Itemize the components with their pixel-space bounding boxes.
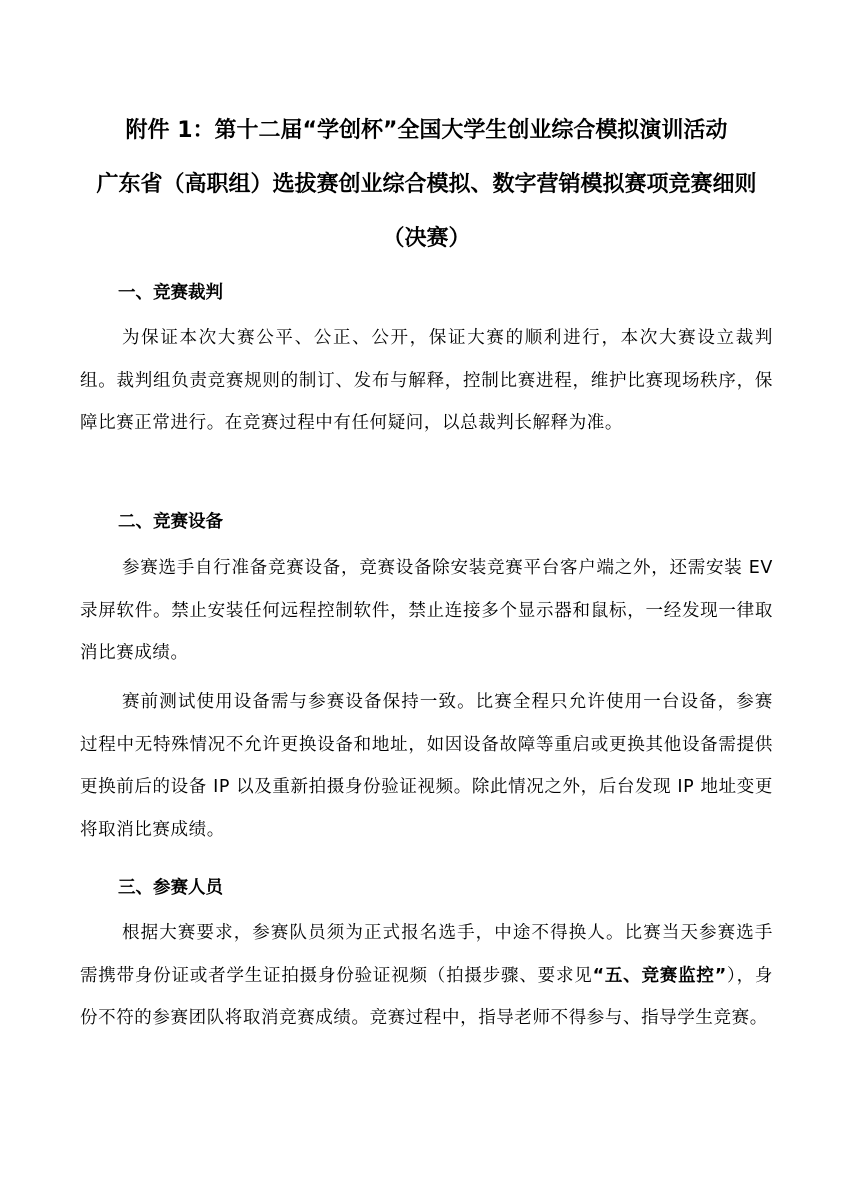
section-paragraph-participants	[80, 912, 773, 1040]
section-paragraph-equipment-2: 赛前测试使用设备需与参赛设备保持一致。比赛全程只允许使用一台设备，参赛过程中无特殊情况不允许更换设备和地址，如因设备故障等重启或更换其他设备需提供更换前后的设备 IP 以及重新拍摄身份验证视频。除此情况之外，后台发现 IP 地址变更将取消比赛成绩。	[80, 692, 773, 840]
section-heading-equipment: 二、竞赛设备	[118, 512, 223, 532]
section-paragraph-judges: 为保证本次大赛公平、公正、公开，保证大赛的顺利进行，本次大赛设立裁判组。裁判组负责竞赛规则的制订、发布与解释，控制比赛进程，维护比赛现场秩序，保障比赛正常进行。在竞赛过程中有任何疑问，以总裁判长解释为准。	[80, 328, 773, 433]
section-reference-link-text: “五、竞赛监控”	[592, 965, 727, 986]
section-heading-participants: 三、参赛人员	[118, 878, 223, 898]
document-title-line-3: （决赛）	[382, 226, 471, 251]
paragraph-text-after: ），身份不符的参赛团队将取消竞赛成绩。竞赛过程中，指导老师不得参与、指导学生竞赛。	[80, 965, 773, 1028]
section-heading-judges: 一、竞赛裁判	[118, 283, 223, 303]
paragraph-text-before: 根据大赛要求，参赛队员须为正式报名选手，中途不得换人。比赛当天参赛选手需携带身份证或者学生证拍摄身份验证视频（拍摄步骤、要求见	[80, 923, 773, 986]
document-title-line-1: 附件 1：第十二届“学创杯”全国大学生创业综合模拟演训活动	[125, 118, 728, 143]
document-title-line-2: 广东省（高职组）选拔赛创业综合模拟、数字营销模拟赛项竞赛细则	[96, 172, 757, 197]
section-paragraph-equipment-1: 参赛选手自行准备竞赛设备，竞赛设备除安装竞赛平台客户端之外，还需安装 EV 录屏软件。禁止安装任何远程控制软件，禁止连接多个显示器和鼠标，一经发现一律取消比赛成绩。	[80, 558, 773, 663]
